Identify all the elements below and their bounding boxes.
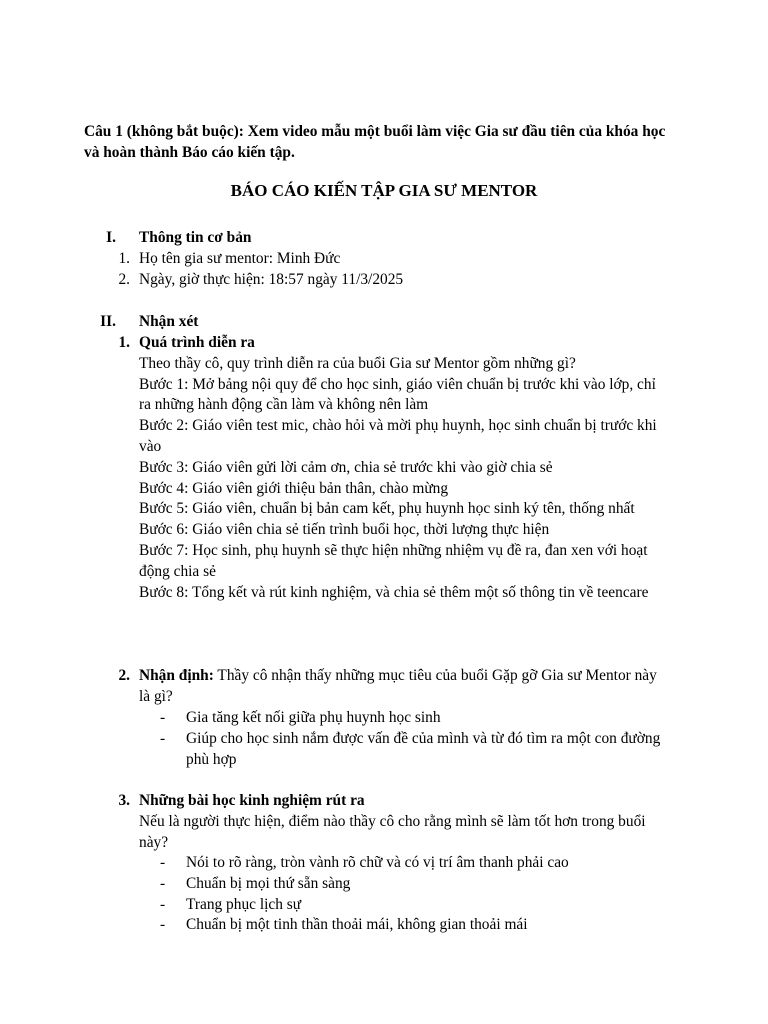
list-item <box>160 708 670 729</box>
subsection-text: Thầy cô nhận thấy những mục tiêu của buổi Gặp gỡ Gia sư Mentor này là gì? <box>139 667 657 705</box>
dash-marker: - <box>160 916 166 934</box>
section-title: Thông tin cơ bản <box>139 229 252 246</box>
bullet-text: Trang phục lịch sự <box>186 895 302 913</box>
bullet-text: Chuẩn bị mọi thứ sẵn sàng <box>186 874 351 892</box>
list-item <box>160 874 670 895</box>
step-item: Bước 2: Giáo viên test mic, chào hỏi và mời phụ huynh, học sinh chuẩn bị trước khi vào <box>139 417 657 455</box>
subsection-number: 1. <box>118 334 130 351</box>
subsection-title: Quá trình diễn ra <box>139 334 255 351</box>
section-numeral: II. <box>100 313 116 330</box>
step-item: Bước 7: Học sinh, phụ huynh sẽ thực hiện những nhiệm vụ đề ra, đan xen với hoạt động chia sẻ <box>139 541 648 580</box>
subsection-title: Nhận định: <box>139 667 214 684</box>
step-item: Bước 1: Mở bảng nội quy để cho học sinh, giáo viên chuẩn bị trước khi vào lớp, chỉ ra những hành động cần làm và không nên làm <box>139 375 656 414</box>
list-item <box>160 853 670 874</box>
bullet-text: Nói to rõ ràng, tròn vành rõ chữ và có vị trí âm thanh phải cao <box>186 854 569 871</box>
dash-marker: - <box>160 874 166 892</box>
bullet-list <box>160 853 670 936</box>
dash-marker: - <box>160 729 166 747</box>
list-number: 1. <box>118 250 130 267</box>
list-number: 2. <box>118 271 130 288</box>
list-item <box>160 895 670 916</box>
bullet-text: Gia tăng kết nối giữa phụ huynh học sinh <box>186 709 441 726</box>
step-item: Bước 8: Tổng kết và rút kinh nghiệm, và chia sẻ thêm một số thông tin về teencare <box>139 583 649 601</box>
section-title: Nhận xét <box>139 313 199 330</box>
subsection-intro: Nếu là người thực hiện, điểm nào thầy cô cho rằng mình sẽ làm tốt hơn trong buổi này? <box>139 812 646 851</box>
list-item <box>160 729 670 771</box>
subsection-title: Những bài học kinh nghiệm rút ra <box>139 792 365 809</box>
subsection-body <box>139 791 669 853</box>
bullet-text: Giúp cho học sinh nắm được vấn đề của mình và từ đó tìm ra một con đường phù hợp <box>186 729 661 768</box>
subsection-number: 2. <box>118 667 130 684</box>
question-text: Câu 1 (không bắt buộc): Xem video mẫu một buổi làm việc Gia sư đầu tiên của khóa học và hoàn thành Báo cáo kiến tập. <box>84 123 666 161</box>
list-item-text: Ngày, giờ thực hiện: 18:57 ngày 11/3/2025 <box>139 271 404 288</box>
subsection-number: 3. <box>118 792 130 809</box>
bullet-list <box>160 708 670 770</box>
step-item: Bước 4: Giáo viên giới thiệu bản thân, chào mừng <box>139 479 449 497</box>
step-item: Bước 6: Giáo viên chia sẻ tiến trình buổi học, thời lượng thực hiện <box>139 521 550 539</box>
report-title: BÁO CÁO KIẾN TẬP GIA SƯ MENTOR <box>230 181 538 200</box>
subsection-intro: Theo thầy cô, quy trình diễn ra của buổi Gia sư Mentor gồm những gì? <box>139 354 576 372</box>
dash-marker: - <box>160 895 166 913</box>
bullet-text: Chuẩn bị một tinh thần thoải mái, không gian thoải mái <box>186 916 528 934</box>
step-item: Bước 5: Giáo viên, chuẩn bị bản cam kết, phụ huynh học sinh ký tên, thống nhất <box>139 500 635 518</box>
subsection-body <box>139 333 669 603</box>
section-numeral: I. <box>106 229 116 246</box>
subsection-body <box>139 666 669 708</box>
dash-marker: - <box>160 854 166 871</box>
list-item <box>160 915 670 936</box>
list-item-text: Họ tên gia sư mentor: Minh Đức <box>139 250 341 267</box>
dash-marker: - <box>160 709 166 726</box>
step-item: Bước 3: Giáo viên gửi lời cảm ơn, chia sẻ trước khi vào giờ chia sẻ <box>139 458 553 476</box>
